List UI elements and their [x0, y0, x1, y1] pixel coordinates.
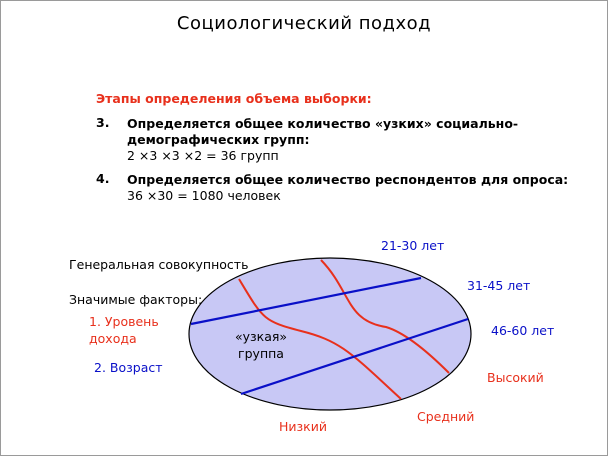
- factors-label: Значимые факторы:: [69, 292, 203, 307]
- age-label-21-30: 21-30 лет: [381, 238, 445, 253]
- income-label-low: Низкий: [279, 419, 327, 434]
- population-label: Генеральная совокупность: [69, 257, 249, 272]
- steps-heading: Этапы определения объема выборки:: [96, 91, 372, 106]
- narrow-group-line1: «узкая»: [234, 329, 288, 344]
- income-label-middle: Средний: [417, 409, 475, 424]
- factor-income-line1: 1. Уровень: [89, 314, 159, 329]
- age-label-31-45: 31-45 лет: [467, 278, 531, 293]
- step-4-line1: Определяется общее количество респондентов для опроса:: [127, 172, 569, 187]
- age-label-46-60: 46-60 лет: [491, 323, 555, 338]
- step-3-line1: Определяется общее количество «узких» социально-: [127, 116, 519, 131]
- step-3-line2: демографических групп:: [127, 132, 310, 147]
- step-4-formula: 36 ×30 = 1080 человек: [127, 188, 281, 203]
- narrow-group-line2: группа: [238, 346, 284, 361]
- slide-title: Социологический подход: [176, 13, 432, 34]
- step-3-number: 3.: [96, 115, 110, 130]
- income-label-high: Высокий: [487, 370, 544, 385]
- population-diagram: [1, 1, 607, 455]
- step-4-number: 4.: [96, 171, 110, 186]
- step-3-formula: 2 ×3 ×3 ×2 = 36 групп: [127, 148, 279, 163]
- factor-income-line2: дохода: [89, 331, 137, 346]
- factor-age: 2. Возраст: [94, 360, 163, 375]
